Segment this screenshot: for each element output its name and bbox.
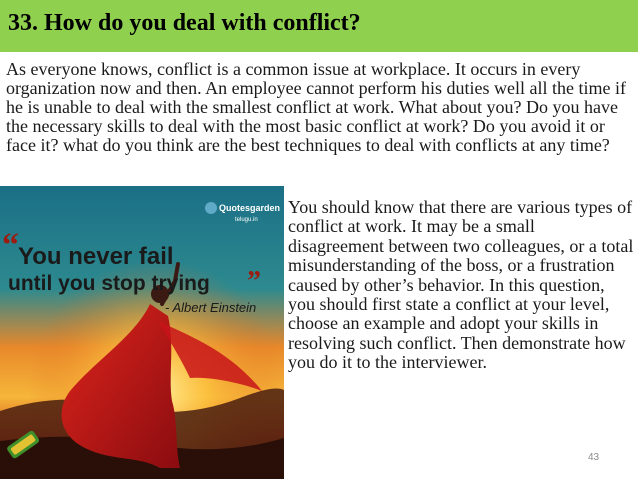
intro-paragraph: As everyone knows, conflict is a common issue at workplace. It occurs in every organization now and then. An employee cannot perform his duties well all the time if he is unable to deal with the smallest conflict at work. What about you? Do you have the necessary skills to deal with the most basic conflict at work? Do you avoid it or face it? what do you think are the best techniques to deal with conflicts at any time? — [6, 59, 627, 155]
quote-author: - Albert Einstein — [165, 300, 257, 315]
answer-paragraph: You should know that there are various types of conflict at work. It may be a small disagreement between two colleagues, or a total misunderstanding of the boss, or a frustration caused by other’s behavior. In this question, you should first state a conflict at your level, choose an example and adopt your skills in resolving such conflict. Then demonstrate how you do it to the interviewer. — [288, 197, 634, 373]
watermark-brand: Quotesgarden — [219, 203, 281, 213]
quote-image — [0, 186, 284, 479]
quote-close-mark: ” — [247, 266, 261, 297]
title-bar — [0, 0, 638, 52]
quote-line-2: until you stop trying — [8, 272, 210, 295]
watermark-site: telugu.in — [235, 217, 258, 223]
slide-title: 33. How do you deal with conflict? — [8, 10, 361, 36]
quote-open-mark: “ — [2, 227, 19, 264]
quote-line-1: You never fail — [18, 243, 174, 270]
page-number: 43 — [588, 452, 600, 463]
